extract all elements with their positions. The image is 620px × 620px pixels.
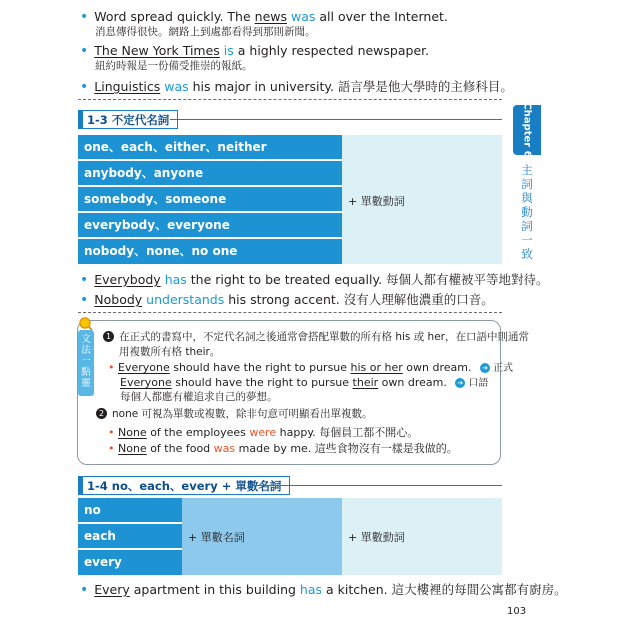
text: made by me. 這些食物沒有一樣是我做的。 bbox=[235, 442, 458, 455]
text: of the employees bbox=[146, 426, 250, 439]
table-row: every bbox=[78, 550, 182, 575]
text: his strong accent. 沒有人理解他濃重的口音。 bbox=[224, 292, 494, 307]
verb-cell bbox=[342, 498, 502, 575]
heading-rule bbox=[170, 119, 502, 120]
text: all over the Internet. bbox=[315, 9, 448, 24]
text: should have the right to pursue bbox=[169, 361, 351, 374]
note-point-2 bbox=[96, 407, 373, 422]
page-number: 103 bbox=[507, 606, 527, 617]
number-2-icon: 2 bbox=[96, 408, 107, 419]
verb: were bbox=[249, 426, 277, 439]
char: 致 bbox=[521, 247, 533, 261]
register-tag: 口語 bbox=[468, 378, 489, 389]
example-every bbox=[80, 582, 567, 598]
char: 動 bbox=[521, 205, 533, 219]
char: 一 bbox=[81, 356, 91, 367]
note-point-1-cont: 用複數所有格 their。 bbox=[119, 346, 221, 358]
bullet-icon: • bbox=[80, 272, 89, 288]
table-row: anybody、anyone bbox=[78, 161, 342, 186]
text: own dream. bbox=[402, 361, 472, 374]
char: 一 bbox=[521, 233, 533, 247]
text: 在正式的書寫中，不定代名詞之後通常會搭配單數的所有格 his 或 her，在口語中則通常 bbox=[119, 331, 529, 343]
section-heading: 1-3 不定代名詞 bbox=[78, 110, 178, 129]
subject: The New York Times bbox=[94, 43, 220, 58]
verb: has bbox=[164, 272, 187, 287]
text: a highly respected newspaper. bbox=[233, 43, 430, 58]
table-row: no bbox=[78, 498, 182, 523]
text: Word spread quickly. The bbox=[94, 9, 255, 24]
text: happy. 每個員工都不開心。 bbox=[276, 426, 419, 439]
note-example-formal bbox=[108, 360, 513, 376]
text: a kitchen. 這大樓裡的每間公寓都有廚房。 bbox=[322, 582, 567, 597]
section-heading: 1-4 no、each、every + 單數名詞 bbox=[78, 476, 290, 495]
possessive: their bbox=[352, 376, 379, 389]
char: 詞 bbox=[521, 219, 533, 233]
translation: 每個人都應有權追求自己的夢想。 bbox=[120, 391, 278, 403]
char: 詞 bbox=[521, 177, 533, 191]
verb-cell bbox=[342, 135, 502, 264]
note-example-none-food bbox=[108, 441, 458, 456]
translation: 紐約時報是一份備受推崇的報紙。 bbox=[95, 60, 253, 72]
subject: Nobody bbox=[94, 292, 143, 307]
subject: None bbox=[118, 442, 147, 455]
number-1-icon: 1 bbox=[103, 331, 114, 342]
bullet-icon: • bbox=[108, 361, 115, 374]
bullet-icon: • bbox=[80, 292, 89, 308]
subject: Everyone bbox=[120, 376, 172, 389]
text: own dream. bbox=[378, 376, 447, 389]
note-point-1 bbox=[103, 330, 529, 345]
arrow-icon: ➔ bbox=[480, 363, 490, 373]
table-row: somebody、someone bbox=[78, 187, 342, 212]
bullet-icon: • bbox=[80, 9, 89, 25]
example-news bbox=[80, 9, 448, 25]
verb-cell-label: + 單數動詞 bbox=[348, 195, 405, 208]
char: 與 bbox=[521, 191, 533, 205]
verb: is bbox=[223, 43, 234, 58]
subject: Every bbox=[94, 582, 130, 597]
bullet-icon: • bbox=[80, 43, 89, 59]
arrow-icon: ➔ bbox=[455, 378, 465, 388]
text: his major in university. 語言學是他大學時的主修科目。 bbox=[188, 79, 513, 94]
note-example-none-employees bbox=[108, 425, 418, 440]
noun-cell-label: + 單數名詞 bbox=[188, 531, 245, 544]
heading-rule bbox=[250, 485, 502, 486]
subject: news bbox=[254, 9, 287, 24]
verb: was bbox=[213, 442, 236, 455]
example-nyt bbox=[80, 43, 429, 59]
noun-cell bbox=[182, 498, 342, 575]
char: 文 bbox=[81, 334, 91, 345]
register-tag: 正式 bbox=[493, 363, 513, 374]
text: the right to be treated equally. 每個人都有權被平等地對待。 bbox=[186, 272, 549, 287]
char: 法 bbox=[81, 345, 91, 356]
table-row: everybody、everyone bbox=[78, 213, 342, 238]
bullet-icon: • bbox=[80, 582, 89, 598]
text: apartment in this building bbox=[129, 582, 300, 597]
subject: Everyone bbox=[118, 361, 170, 374]
subject: Everybody bbox=[94, 272, 161, 287]
chapter-label: Chapter 6 bbox=[521, 102, 533, 158]
char: 靈 bbox=[81, 378, 91, 389]
verb: has bbox=[299, 582, 323, 597]
chapter-title-vertical bbox=[520, 163, 534, 261]
bullet-icon: • bbox=[80, 79, 89, 95]
table-row: one、each、either、neither bbox=[78, 135, 342, 160]
dashed-divider bbox=[78, 312, 502, 313]
verb: understands bbox=[146, 292, 225, 307]
subject: Linguistics bbox=[94, 79, 161, 94]
translation: 消息傳得很快。網路上到處都看得到那則新聞。 bbox=[95, 26, 316, 38]
example-nobody bbox=[80, 292, 494, 308]
bullet-icon: • bbox=[108, 426, 115, 439]
table-row: nobody、none、no one bbox=[78, 239, 342, 264]
text: none 可視為單數或複數，除非句意可明顯看出單複數。 bbox=[112, 408, 373, 420]
char: 點 bbox=[81, 367, 91, 378]
verb: was bbox=[290, 9, 316, 24]
text: should have the right to pursue bbox=[171, 376, 353, 389]
example-linguistics bbox=[80, 79, 513, 95]
example-everybody bbox=[80, 272, 549, 288]
table-row: each bbox=[78, 524, 182, 549]
bullet-icon: • bbox=[108, 442, 115, 455]
verb: was bbox=[164, 79, 189, 94]
note-tag-label bbox=[79, 334, 93, 389]
text: of the food bbox=[146, 442, 214, 455]
dashed-divider bbox=[78, 99, 502, 100]
possessive: his or her bbox=[350, 361, 403, 374]
subject: None bbox=[118, 426, 147, 439]
note-example-colloquial bbox=[120, 375, 488, 391]
verb-cell-label: + 單數動詞 bbox=[348, 531, 405, 544]
char: 主 bbox=[521, 163, 533, 177]
